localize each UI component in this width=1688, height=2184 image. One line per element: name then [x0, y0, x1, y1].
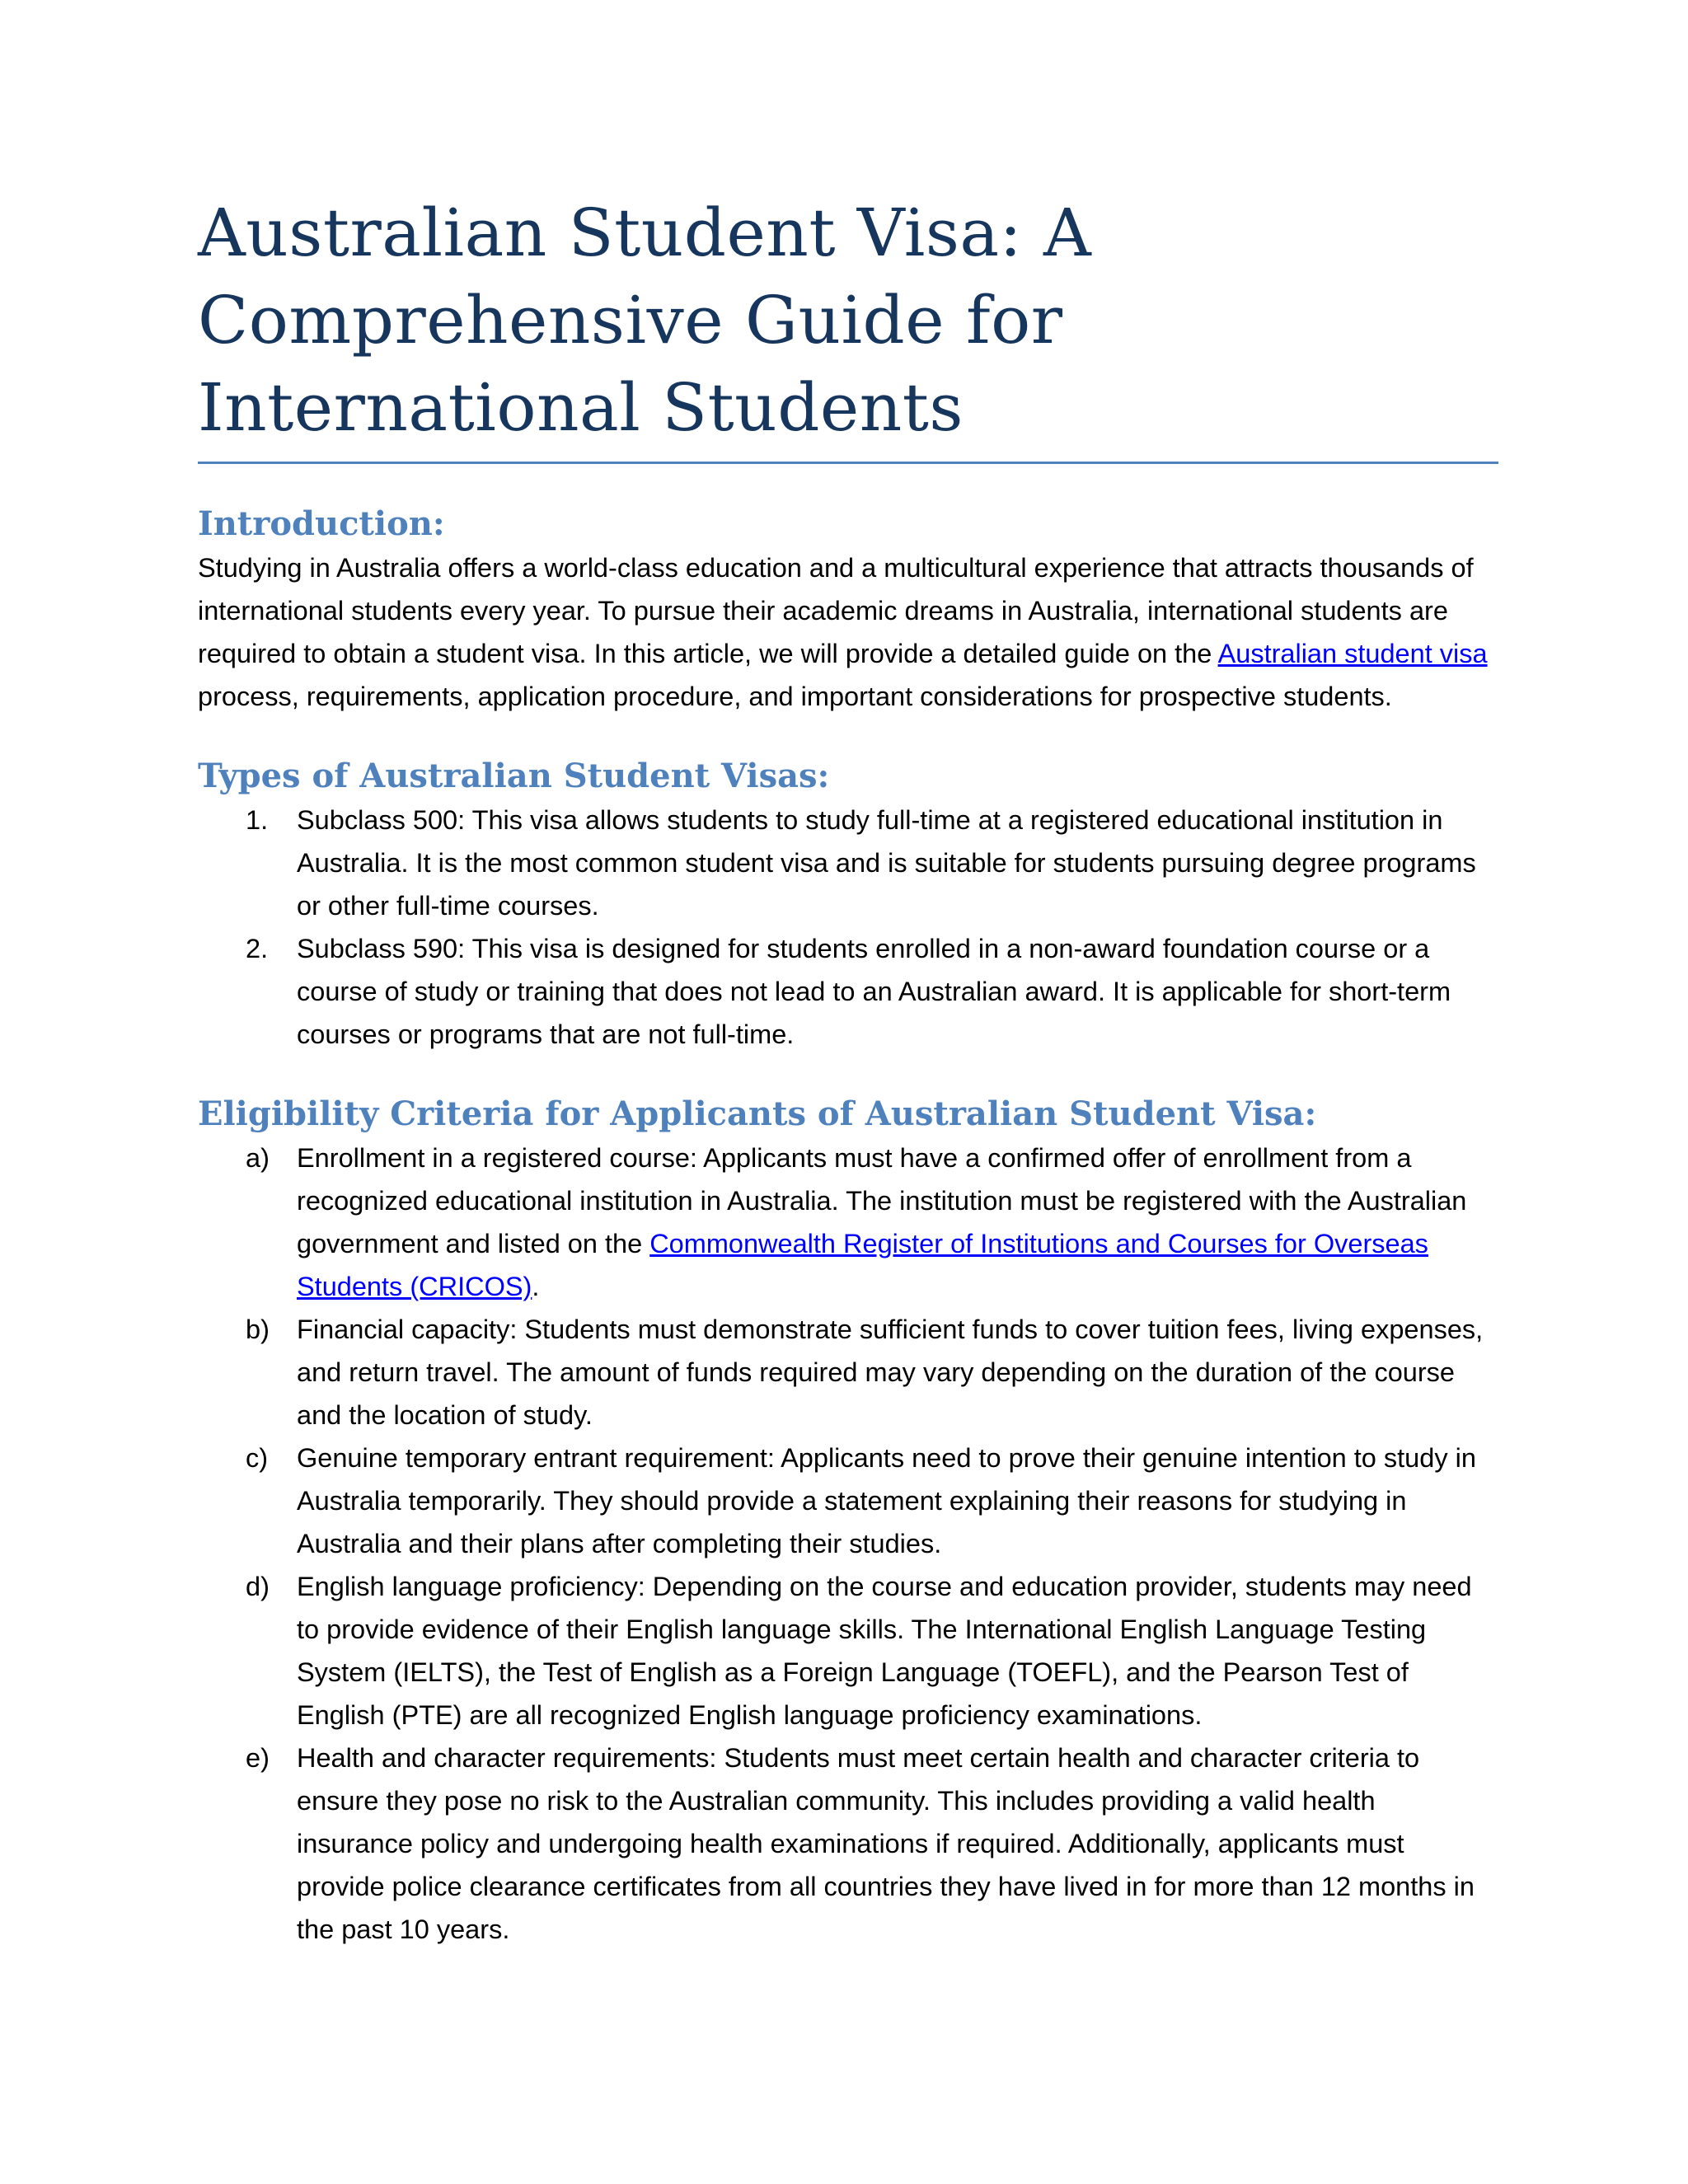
list-item-text: English language proficiency: Depending on the course and education provider, students may need to provide evidence of their English language skills. The International English Language Testing System (IELTS), the Test of English as a Foreign Language (TOEFL), and the Pearson Test of English (PTE) are all recognized English language proficiency examinations. [297, 1572, 1472, 1730]
list-marker: b) [246, 1315, 270, 1344]
document-page [198, 190, 1498, 1951]
list-item-text: Genuine temporary entrant requirement: Applicants need to prove their genuine intention to study in Australia temporarily. They should provide a statement explaining their reasons for studying in Australia and their plans after completing their studies. [297, 1443, 1476, 1558]
list-marker: c) [246, 1443, 269, 1473]
introduction-text-start: Studying in Australia offers a world-class education and a multicultural experience that attracts thousands of international students every year. To pursue their academic dreams in Australia, international students are required to obtain a student visa. In this article, we will provide a detailed guide on the [198, 553, 1474, 668]
list-marker: 1. [246, 805, 269, 835]
document-title: Australian Student Visa: A Comprehensive Guide for International Students [198, 194, 1092, 446]
eligibility-heading: Eligibility Criteria for Applicants of Australian Student Visa: [198, 1094, 1317, 1133]
list-item [198, 927, 1498, 1056]
list-item [198, 1308, 1498, 1436]
list-item [198, 1436, 1498, 1565]
australian-student-visa-link[interactable]: Australian student visa [1217, 639, 1488, 668]
cricos-register-link[interactable]: Commonwealth Register of Institutions and Courses for Overseas Students (CRICOS) [297, 1229, 1428, 1301]
introduction-text-end: process, requirements, application procedure, and important considerations for prospective students. [198, 682, 1392, 711]
list-item-text-end: . [532, 1272, 540, 1301]
visa-types-heading: Types of Australian Student Visas: [198, 757, 830, 795]
list-item-text: Financial capacity: Students must demonstrate sufficient funds to cover tuition fees, living expenses, and return travel. The amount of funds required may vary depending on the duration of the course and the location of study. [297, 1315, 1484, 1430]
eligibility-list [198, 1137, 1498, 1951]
title-divider [198, 462, 1498, 464]
list-item-text: Subclass 500: This visa allows students to study full-time at a registered educational institution in Australia. It is the most common student visa and is suitable for students pursuing degree programs or other full-time courses. [297, 805, 1476, 921]
list-item [198, 799, 1498, 927]
list-item-text: Subclass 590: This visa is designed for students enrolled in a non-award foundation course or a course of study or training that does not lead to an Australian award. It is applicable for short-term courses or programs that are not full-time. [297, 934, 1451, 1049]
list-marker: 2. [246, 934, 269, 963]
list-marker: d) [246, 1572, 270, 1601]
introduction-heading: Introduction: [198, 504, 445, 543]
list-item [198, 1565, 1498, 1736]
list-item [198, 1736, 1498, 1951]
list-item-text: Health and character requirements: Students must meet certain health and character criteria to ensure they pose no risk to the Australian community. This includes providing a valid health insurance policy and undergoing health examinations if required. Additionally, applicants must provide police clearance certificates from all countries they have lived in for more than 12 months in the past 10 years. [297, 1743, 1475, 1944]
list-marker: e) [246, 1743, 270, 1773]
list-item [198, 1137, 1498, 1308]
list-item-text: Enrollment in a registered course: Applicants must have a confirmed offer of enrollment from a recognized educational institution in Australia. The institution must be registered with the Australian government and listed on the [297, 1143, 1467, 1258]
introduction-paragraph [198, 546, 1498, 718]
visa-types-list [198, 799, 1498, 1056]
list-marker: a) [246, 1143, 270, 1173]
